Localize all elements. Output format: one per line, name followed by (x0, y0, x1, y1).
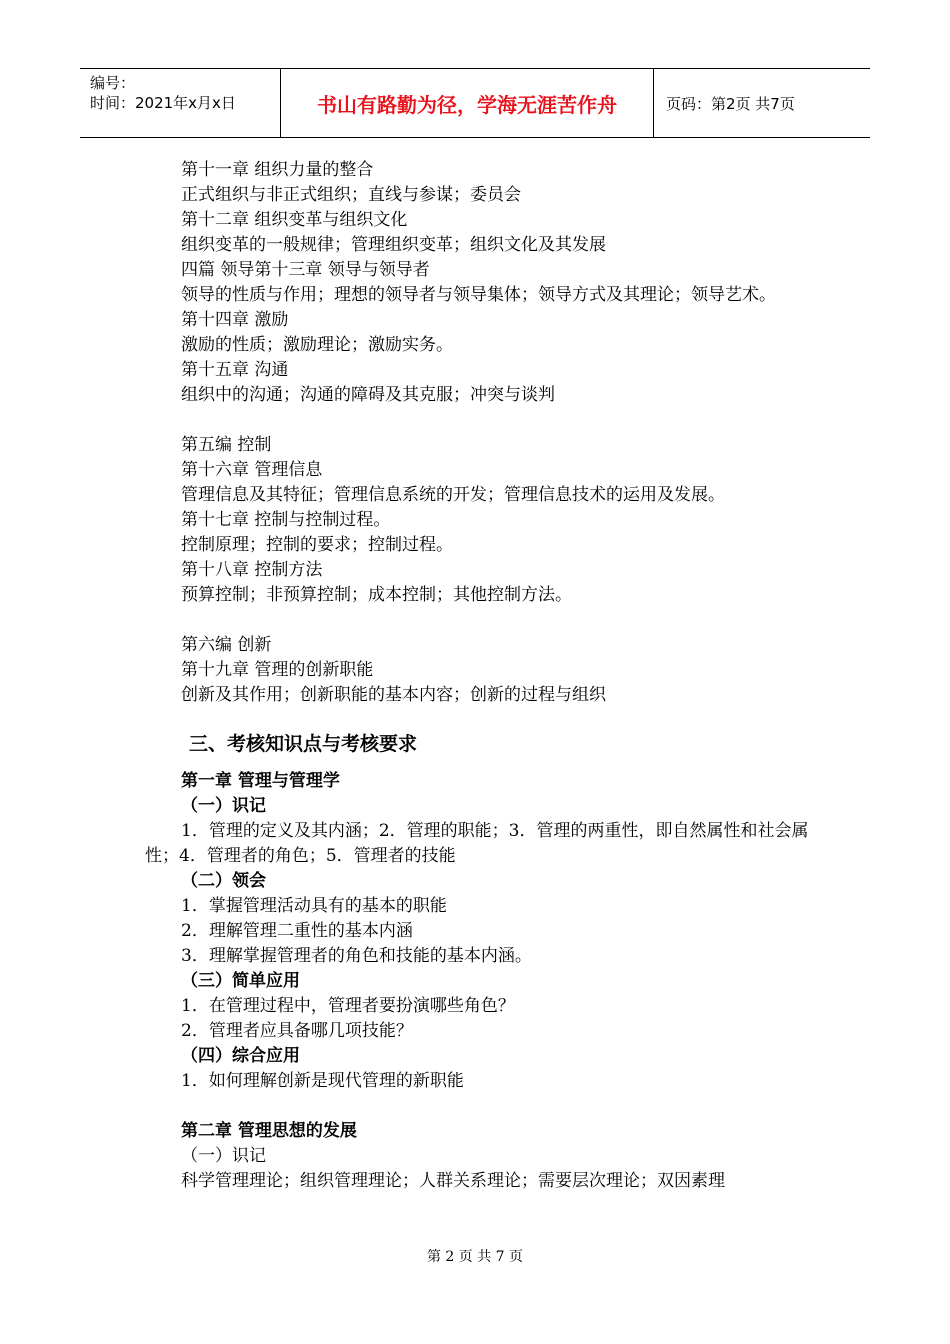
number-label: 编号： (90, 74, 136, 92)
header-page-info: 页码：第2页 共7页 (666, 94, 795, 113)
text-line: 第十五章 沟通 (181, 360, 289, 380)
spacer (145, 408, 810, 433)
spacer (145, 608, 810, 633)
text-line: 正式组织与非正式组织；直线与参谋；委员会 (181, 185, 521, 205)
text-line: 管理信息及其特征；管理信息系统的开发；管理信息技术的运用及发展。 (181, 485, 725, 505)
list-item: 2．理解管理二重性的基本内涵 (181, 921, 413, 941)
chapter-title: 第一章 管理与管理学 (181, 771, 340, 791)
header-meta (80, 69, 281, 137)
subheading: （二）领会 (181, 871, 266, 891)
list-item: 1．掌握管理活动具有的基本的职能 (181, 896, 447, 916)
text-line: 领导的性质与作用；理想的领导者与领导集体；领导方式及其理论；领导艺术。 (181, 285, 776, 305)
text-line: 1．管理的定义及其内涵；2．管理的职能；3．管理的两重性，即自然属性和社会属性；4．管理者的角色；5．管理者的技能 (145, 821, 809, 866)
text-line: 第六编 创新 (181, 635, 272, 655)
text-line: 创新及其作用；创新职能的基本内容；创新的过程与组织 (181, 685, 606, 705)
text-line: 第十二章 组织变革与组织文化 (181, 210, 408, 230)
page-header (80, 68, 870, 138)
text-line: 第十六章 管理信息 (181, 460, 323, 480)
text-line: 激励的性质；激励理论；激励实务。 (181, 335, 453, 355)
chapter-title: 第二章 管理思想的发展 (181, 1121, 357, 1141)
document-body (145, 158, 810, 1194)
list-item: 3．理解掌握管理者的角色和技能的基本内涵。 (181, 946, 532, 966)
text-line: 第十一章 组织力量的整合 (181, 160, 374, 180)
text-line: 控制原理；控制的要求；控制过程。 (181, 535, 453, 555)
text-line: 第五编 控制 (181, 435, 272, 455)
list-item: 1．在管理过程中，管理者要扮演哪些角色？ (181, 996, 515, 1016)
text-line: 组织中的沟通；沟通的障碍及其克服；冲突与谈判 (181, 385, 555, 405)
text-line: 科学管理理论；组织管理理论；人群关系理论；需要层次理论；双因素理 (181, 1171, 725, 1191)
list-item: 1．如何理解创新是现代管理的新职能 (181, 1071, 464, 1091)
spacer (145, 1094, 810, 1119)
time-label: 时间：2021年x月x日 (90, 94, 236, 112)
text-line: 预算控制；非预算控制；成本控制；其他控制方法。 (181, 585, 572, 605)
text-line: 第十八章 控制方法 (181, 560, 323, 580)
text-line: 第十九章 管理的创新职能 (181, 660, 374, 680)
header-motto: 书山有路勤为径，学海无涯苦作舟 (281, 69, 654, 137)
section-title: 三、考核知识点与考核要求 (189, 733, 418, 755)
page-footer: 第 2 页 共 7 页 (426, 1249, 524, 1265)
subheading: （一）识记 (181, 1146, 266, 1166)
text-line: 第十四章 激励 (181, 310, 289, 330)
text-line: 四篇 领导第十三章 领导与领导者 (181, 260, 430, 280)
text-line: 组织变革的一般规律；管理组织变革；组织文化及其发展 (181, 235, 606, 255)
text-line: 第十七章 控制与控制过程。 (181, 510, 391, 530)
list-item: 2．管理者应具备哪几项技能？ (181, 1021, 413, 1041)
subheading: （四）综合应用 (181, 1046, 300, 1066)
subheading: （三）简单应用 (181, 971, 300, 991)
subheading: （一）识记 (181, 796, 266, 816)
